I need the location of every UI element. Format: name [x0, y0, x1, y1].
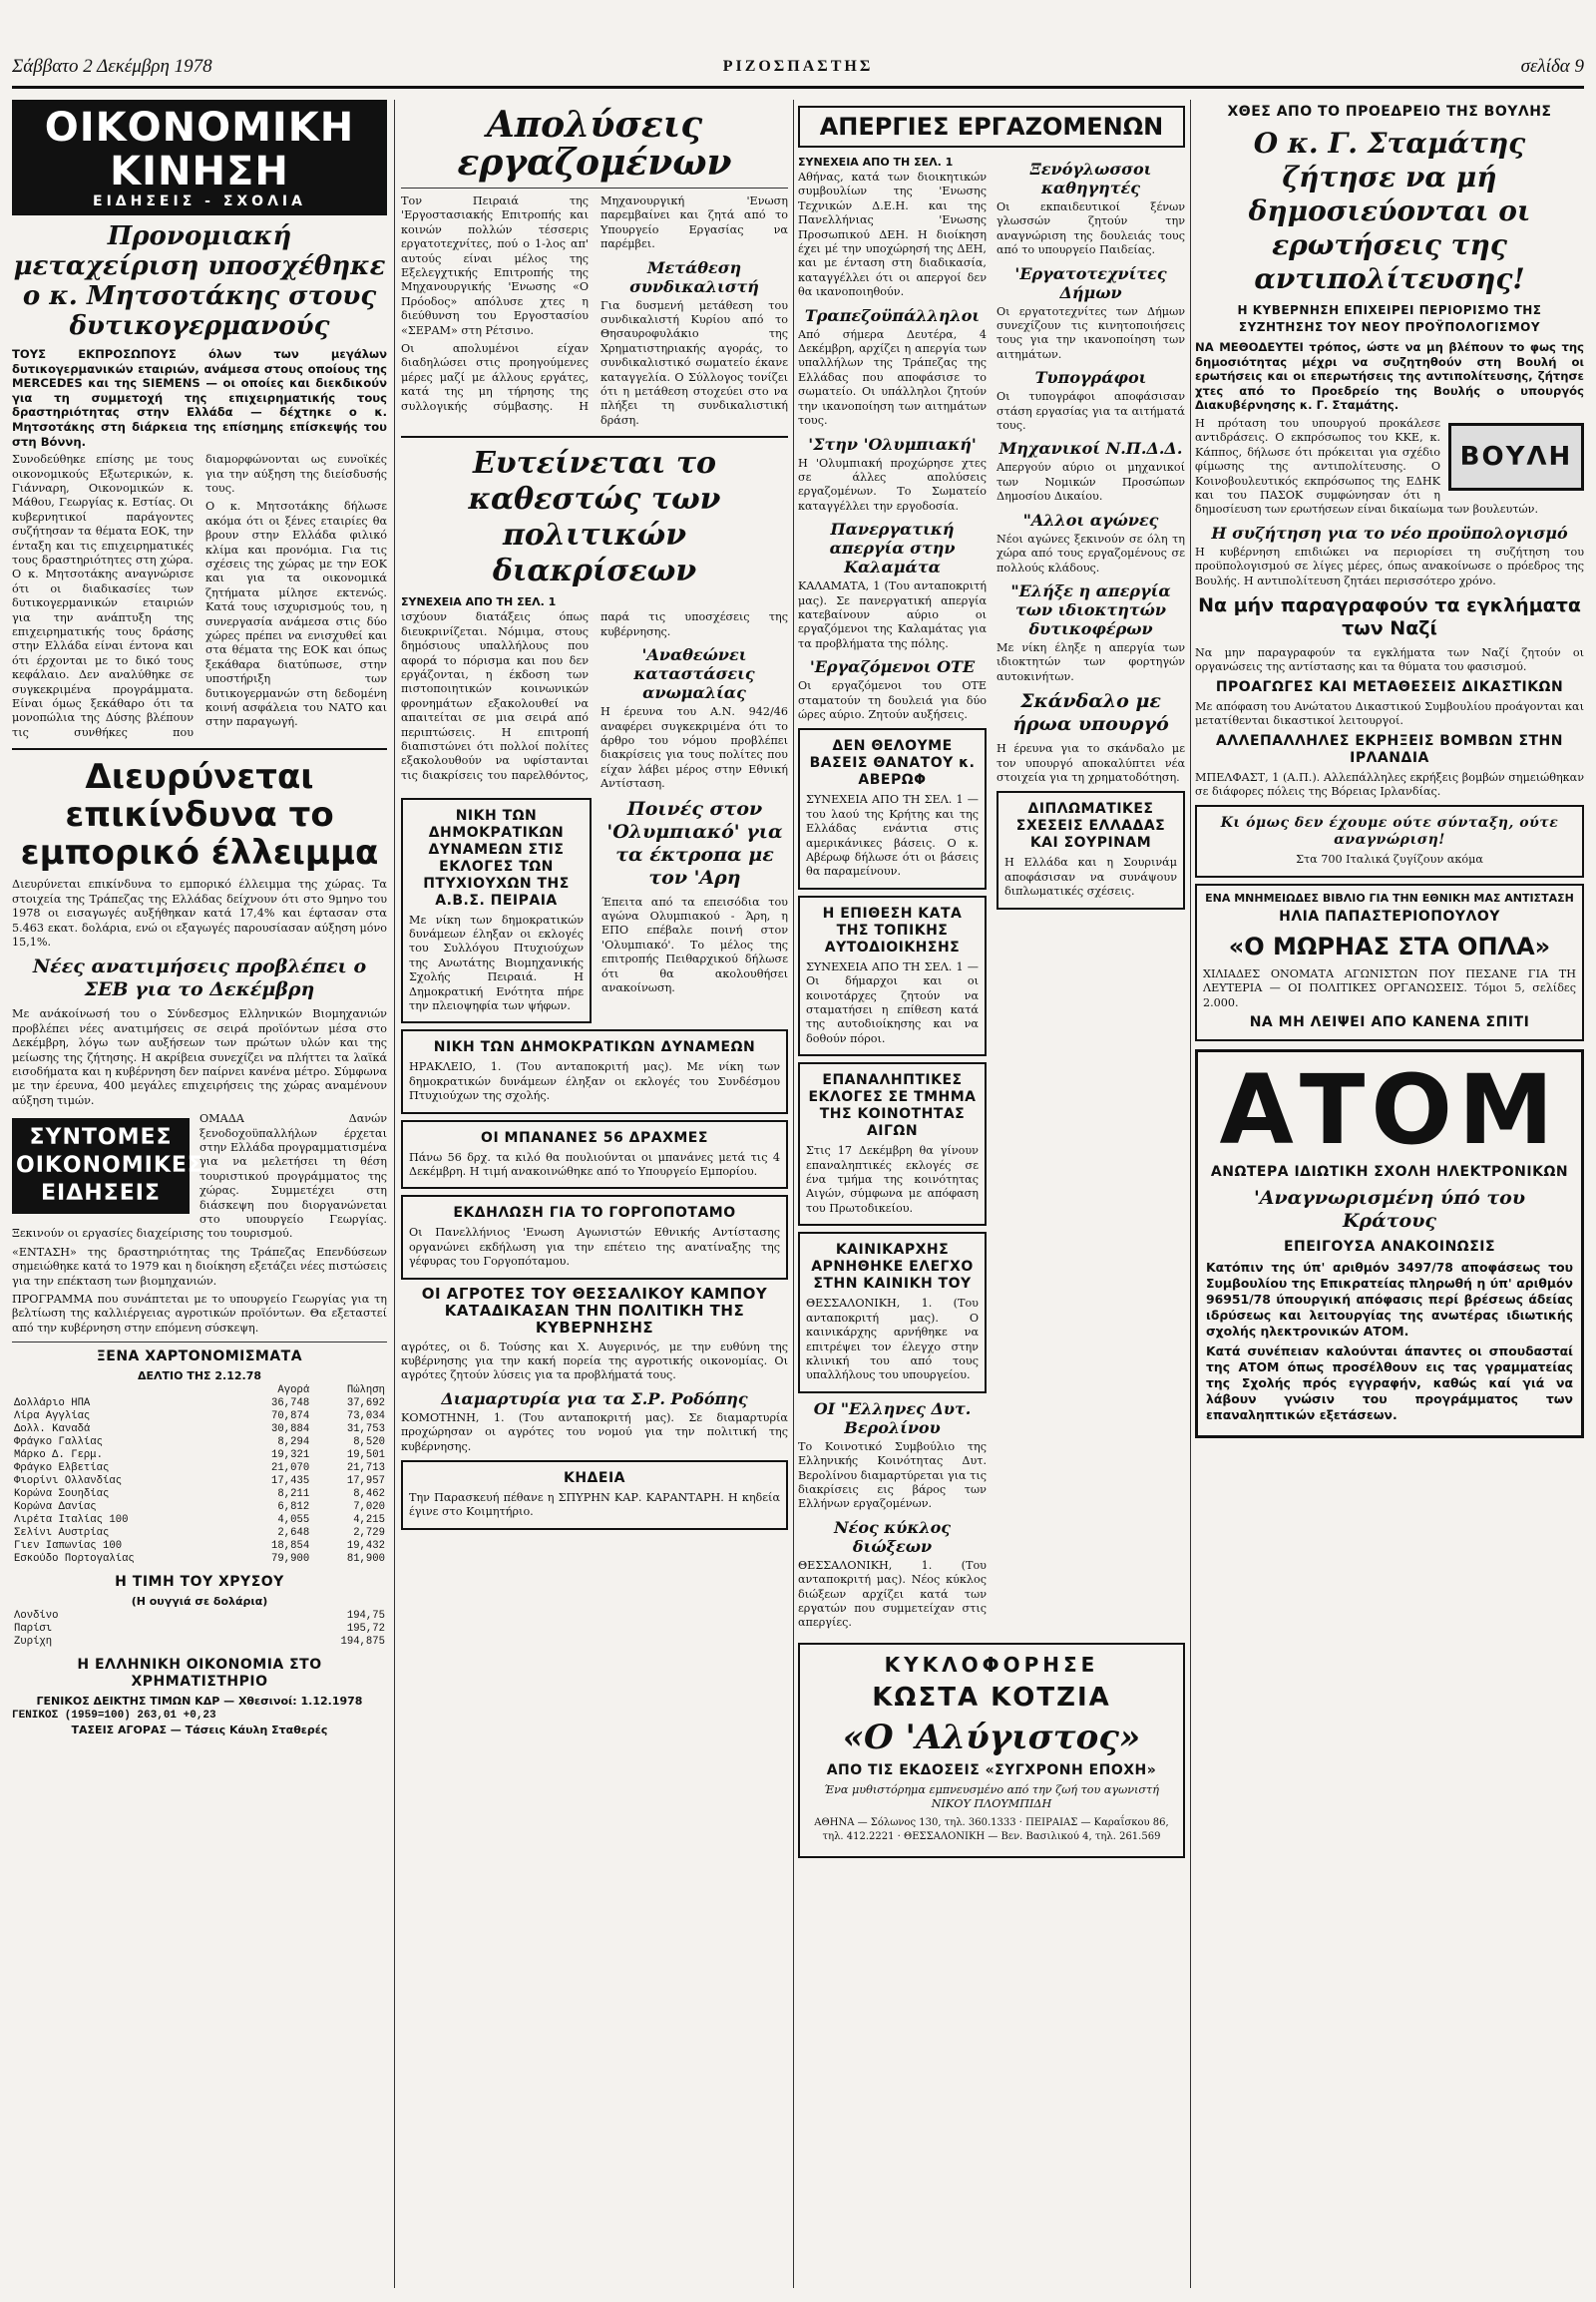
paragraph: Οι εργαζόμενοι του ΟΤΕ σταματούν τη δουλειά για δύο ώρες αύριο. Ζητούν αυξήσεις.	[798, 679, 987, 721]
table-row: Μάρκο Δ. Γερμ. 19,321 19,501	[14, 1449, 385, 1462]
paragraph: ΚΟΜΟΤΗΝΗ, 1. (Του ανταποκριτή μας). Σε διαμαρτυρία προχώρησαν οι αγρότες του νομού για την πολιτική της κυβέρνησης.	[401, 1410, 788, 1453]
paragraph: Νέοι αγώνες ξεκινούν σε όλη τη χώρα από τους εργαζομένους σε πολλούς κλάδους.	[997, 532, 1185, 575]
stock-subtitle: ΓΕΝΙΚΟΣ ΔΕΙΚΤΗΣ ΤΙΜΩΝ ΚΔΡ — Χθεσινοί: 1.12.1978	[36, 1695, 363, 1709]
paragraph: αγρότες, οι δ. Τούσης και Χ. Αυγερινός, με την ευθύνη της κυβέρνησης για την κακή πορεία της αγροτικής οικονομίας. Οι αγρότες ζητούν λύσεις για τα προβλήματά τους.	[401, 1340, 788, 1382]
column-economy	[12, 100, 387, 2288]
box-averof	[798, 728, 987, 889]
box-pension-notice	[1195, 805, 1584, 877]
box-title: ΕΚΔΗΛΩΣΗ ΓΙΑ ΤΟ ΓΟΡΓΟΠΟΤΑΜΟ	[453, 1205, 736, 1222]
rates-date: ΔΕΛΤΙΟ ΤΗΣ 2.12.78	[138, 1369, 261, 1383]
ad-book-koltsia	[798, 1643, 1185, 1859]
ad-author: ΗΛΙΑ ΠΑΠΑΣΤΕΡΙΟΠΟΥΛΟΥ	[1279, 908, 1500, 925]
ad-author: ΚΩΣΤΑ ΚΟΤΖΙΑ	[872, 1682, 1111, 1713]
paragraph: Στα 700 Ιταλικά ζυγίζουν ακόμα	[1296, 853, 1483, 867]
subheading: Τυπογράφοι	[1034, 368, 1147, 388]
paragraph: ΣΥΝΕΧΕΙΑ ΑΠΟ ΤΗ ΣΕΛ. 1 — Οι δήμαρχοι και οι κοινοτάρχες ζητούν να σταματήσει η επίθεση κατά της αυτοδιοίκησης και να δοθούν πόροι.	[806, 959, 979, 1045]
paragraph: ΘΕΣΣΑΛΟΝΙΚΗ, 1. (Του ανταποκριτή μας). Ο καινικάρχης αρνήθηκε να επιτρέψει τον έλεγχο στην κλινική του από τους υπαλλήλους του υπουργείου.	[806, 1297, 979, 1382]
box-piraeus-elections	[401, 798, 592, 1024]
table-row: Δολλάριο ΗΠΑ 36,748 37,692	[14, 1397, 385, 1410]
paragraph: Το Κοινοτικό Συμβούλιο της Ελληνικής Κοινότητας Δυτ. Βερολίνου διαμαρτύρεται για τις διακρίσεις εις βάρος των Ελλήνων εργαζομένων.	[798, 1439, 987, 1511]
box-heraklion	[401, 1029, 788, 1113]
stock-title: Η ΕΛΛΗΝΙΚΗ ΟΙΚΟΝΟΜΙΑ ΣΤΟ ΧΡΗΜΑΤΙΣΤΗΡΙΟ	[77, 1657, 322, 1691]
box-title: ΟΙ ΜΠΑΝΑΝΕΣ 56 ΔΡΑΧΜΕΣ	[481, 1129, 708, 1146]
box-bananas	[401, 1120, 788, 1190]
headline-box-strikes	[798, 106, 1185, 148]
paragraph: ΜΠΕΛΦΑΣΤ, 1 (Α.Π.). Αλλεπάλληλες εκρήξεις βομβών σημειώθηκαν σε διάφορες πόλεις της Βόρειας Ιρλανδίας.	[1195, 770, 1584, 799]
paragraph: Η πρόταση του υπουργού προκάλεσε αντιδράσεις. Ο εκπρόσωπος του ΚΚΕ, κ. Κάππος, δήλωσε ότι πρόκειται για σχέδιο φίμωσης της αντιπολίτευσης. Ο Κοινοβουλευτικός εκπρόσωπος της ΕΔΗΚ και του ΠΑΣΟΚ συμφώνησαν ότι η δημοσίευση των ερωτήσεων είναι δικαίωμα των βουλευτών.	[1195, 416, 1538, 517]
table-row: Ζυρίχη 194,875	[14, 1636, 385, 1649]
section-title: ΣΥΝΤΟΜΕΣ ΟΙΚΟΝΟΜΙΚΕΣ ΕΙΔΗΣΕΙΣ	[16, 1125, 203, 1207]
section-title: ΟΙΚΟΝΟΜΙΚΗ ΚΙΝΗΣΗ	[44, 105, 355, 194]
box-title: ΔΙΠΛΩΜΑΤΙΚΕΣ ΣΧΕΣΕΙΣ ΕΛΛΑΔΑΣ ΚΑΙ ΣΟΥΡΙΝΑΜ	[1015, 801, 1166, 852]
subheading: 'Στην 'Ολυμπιακή'	[808, 434, 977, 454]
article-body	[401, 194, 788, 428]
paragraph: «ΕΝΤΑΣΗ» της δραστηριότητας της Τράπεζας Επενδύσεων σημειώθηκε κατά το 1979 και η διοίκηση εξετάζει νέες πιστώσεις για την επέκταση των βιομηχανιών.	[12, 1245, 387, 1288]
paragraph: Η Ελλάδα και η Σουρινάμ αποφάσισαν να συνάψουν διπλωματικές σχέσεις.	[1004, 856, 1177, 899]
subheading: "Αλλοι αγώνες	[1022, 510, 1159, 530]
table-row: Παρίσι 195,72	[14, 1623, 385, 1636]
paragraph: Να μην παραγραφούν τα εγκλήματα των Ναζί ζητούν οι οργανώσεις της αντίστασης και τα θύματα του φασισμού.	[1195, 646, 1584, 674]
ad-atom-school	[1195, 1049, 1584, 1438]
table-header-row: Αγορά Πώληση	[277, 1384, 385, 1397]
column-labor	[401, 100, 788, 2288]
vouli-logo	[1448, 423, 1584, 491]
paragraph: Με ανάκοίνωσή του ο Σύνδεσμος Ελληνικών Βιομηχανιών προβλέπει νέες ανατιμήσεις σε σειρά προϊόντων μέσα στο Δεκέμβρη, λόγω των αυξήσεων των πρώτων υλών και της μείωσης της ζήτησης. Η ακρίβεια συνεχίζει να πλήττει τα λαϊκά εισοδήματα και η κυβέρνηση δεν παίρνει κανένα μέτρο. Σύμφωνα με την έρευνα, 400 μεγάλες επιχειρήσεις της χώρας αναμένουν αύξηση τιμών.	[12, 1007, 387, 1107]
page-number: σελίδα 9	[1520, 56, 1584, 77]
headline-mitsotakis: Προνομιακή μεταχείριση υποσχέθηκε ο κ. Μητσοτάκης στους δυτικογερμανούς	[13, 221, 386, 341]
column-rule	[1190, 100, 1191, 2288]
ad-kicker: ΕΝΑ ΜΝΗΜΕΙΩΔΕΣ ΒΙΒΛΙΟ ΓΙΑ ΤΗΝ ΕΘΝΙΚΗ ΜΑΣ ΑΝΤΙΣΤΑΣΗ	[1205, 891, 1574, 905]
box-title: ΔΕΝ ΘΕΛΟΥΜΕ ΒΑΣΕΙΣ ΘΑΝΑΤΟΥ κ. ΑΒΕΡΩΦ	[809, 738, 976, 789]
rates-title: ΞΕΝΑ ΧΑΡΤΟΝΟΜΙΣΜΑΤΑ	[96, 1348, 303, 1365]
ad-description: ΧΙΛΙΑΔΕΣ ΟΝΟΜΑΤΑ ΑΓΩΝΙΣΤΩΝ ΠΟΥ ΠΕΣΑΝΕ ΓΙΑ ΤΗ ΛΕΥΤΕΡΙΑ — ΟΙ ΠΟΛΙΤΙΚΕΣ ΟΡΓΑΝΩΣΕΙΣ. Τόμοι 5, σελίδες 2.000.	[1203, 966, 1576, 1009]
paragraph: Στις 17 Δεκέμβρη θα γίνουν επαναληπτικές εκλογές σε ένα τμήμα της κοινότητας Αιγών, σύμφωνα με απόφαση του Πρωτοδικείου.	[806, 1144, 979, 1215]
lead-paragraph: ΝΑ ΜΕΘΟΔΕΥΤΕΙ τρόπος, ώστε να μη βλέπουν το φως της δημοσιότητας μέχρι να συζητηθούν στη Βουλή οι ερωτήσεις και οι επερωτήσεις της αντιπολίτευσης, ζήτησε χτες από το Προεδρείο της Βουλής ο υπουργός Διακυβέρνησης κ. Γ. Σταμάτης.	[1195, 340, 1584, 413]
atom-logo: ΑΤΟΜ	[1219, 1054, 1560, 1167]
column-parliament	[1195, 100, 1584, 2288]
deck-budget: Η ΚΥΒΕΡΝΗΣΗ ΕΠΙΧΕΙΡΕΙ ΠΕΡΙΟΡΙΣΜΟ ΤΗΣ ΣΥΖΗΤΗΣΗΣ ΤΟΥ ΝΕΟΥ ΠΡΟΫΠΟΛΟΓΙΣΜΟΥ	[1237, 303, 1542, 334]
paragraph: Οι εργατοτεχνίτες των Δήμων συνεχίζουν τις κινητοποιήσεις τους για την ικανοποίηση των αιτημάτων.	[997, 304, 1185, 361]
subheading: Μετάθεση συνδικαλιστή	[629, 257, 759, 296]
table-row: Σελίνι Αυστρίας 2,648 2,729	[14, 1527, 385, 1540]
box-title: ΚΑΙΝΙΚΑΡΧΗΣ ΑΡΝΗΘΗΚΕ ΕΛΕΓΧΟ ΣΤΗΝ ΚΑΙΝΙΚΗ ΤΟΥ	[811, 1242, 974, 1293]
atom-subtitle: ΑΝΩΤΕΡΑ ΙΔΙΩΤΙΚΗ ΣΧΟΛΗ ΗΛΕΚΤΡΟΝΙΚΩΝ	[1210, 1164, 1569, 1181]
box-title: Κι όμως δεν έχουμε ούτε σύνταξη, ούτε αναγνώριση!	[1220, 815, 1559, 849]
article-body	[401, 610, 788, 791]
atom-recognition: 'Αναγνωρισμένη ύπό του Κράτους	[1253, 1187, 1526, 1233]
masthead	[12, 56, 1584, 89]
table-row: Κορώνα Δανίας 6,812 7,020	[14, 1501, 385, 1514]
ad-book-moriás	[1195, 884, 1584, 1041]
currency-table	[12, 1384, 387, 1566]
subheading: Ξενόγλωσσοι καθηγητές	[1029, 160, 1152, 197]
headline-sev: Νέες ανατιμήσεις προβλέπει ο ΣΕΒ για το Δεκέμβρη	[32, 956, 367, 1001]
table-row: Εσκούδο Πορτογαλίας 79,900 81,900	[14, 1553, 385, 1566]
subheading: Μηχανικοί Ν.Π.Δ.Δ.	[998, 439, 1183, 459]
box-suriname	[997, 791, 1185, 909]
table-row: Λιρέτα Ιταλίας 100 4,055 4,215	[14, 1514, 385, 1527]
paragraph: ΟΜΑΔΑ Δανών ξενοδοχοϋπαλλήλων έρχεται στην Ελλάδα προγραμματισμένα για να μελετήσει τη θέση τουριστικού προγράμματος της χώρας. Συμμετέχει στη διάσκεψη που διοργανώνεται στο υπουργείο Γεωργίας. Ξεκινούν οι εργασίες διαχείρισης του τουρισμού.	[12, 1112, 387, 1241]
table-row: Γιεν Ιαπωνίας 100 18,854 19,432	[14, 1540, 385, 1553]
paragraph: ΗΡΑΚΛΕΙΟ, 1. (Του ανταποκριτή μας). Με νίκη των δημοκρατικών δυνάμεων έληξαν οι εκλογές του Συνδέσμου Πτυχιούχων της σχολής.	[409, 1060, 780, 1103]
paragraph: Τον Πειραιά της 'Εργοστασιακής Επιτροπής και κοινών πολλών τέσσερις εργατοτεχνίτες, πού ο 1-λος απ' αυτούς είναι μέλος της Εξελεγχτικής Επιτροπής της Μηχανουργικής 'Ενωσης «Ο Πρόοδος» απόλυσε χτες η διεύθυνση του Εργοστασίου «ΣΕΡΑΜ» στη Ρέτσινο.	[401, 194, 589, 337]
section-banner-short-news	[12, 1118, 203, 1214]
section-banner-economy	[12, 100, 387, 215]
headline-scandal: Σκάνδαλο με ήρωα υπουργό	[1012, 690, 1169, 736]
headline-judges: ΠΡΟΑΓΩΓΕΣ ΚΑΙ ΜΕΤΑΘΕΣΕΙΣ ΔΙΚΑΣΤΙΚΩΝ	[1215, 678, 1564, 695]
box-title: ΝΙΚΗ ΤΩΝ ΔΗΜΟΚΡΑΤΙΚΩΝ ΔΥΝΑΜΕΩΝ ΣΤΙΣ ΕΚΛΟΓΕΣ ΤΩΝ ΠΤΥΧΙΟΥΧΩΝ ΤΗΣ Α.Β.Σ. ΠΕΙΡΑΙΑ	[423, 807, 570, 909]
box-title: Η ΕΠΙΘΕΣΗ ΚΑΤΑ ΤΗΣ ΤΟΠΙΚΗΣ ΑΥΤΟΔΙΟΙΚΗΣΗΣ	[822, 905, 963, 956]
subheading: ΟΙ "Ελληνες Δυτ. Βερολίνου	[813, 1398, 972, 1437]
paragraph: Πάνω 56 δρχ. τα κιλό θα πουλιούνται οι μπανάνες μετά τις 4 Δεκέμβρη. Η τιμή ανακοινώθηκε από το Υπουργείο Εμπορίου.	[409, 1150, 780, 1178]
box-title: ΝΙΚΗ ΤΩΝ ΔΗΜΟΚΡΑΤΙΚΩΝ ΔΥΝΑΜΕΩΝ	[433, 1039, 756, 1056]
headline-thessaly-farmers: ΟΙ ΑΓΡΟΤΕΣ ΤΟΥ ΘΕΣΣΑΛΙΚΟΥ ΚΑΜΠΟΥ ΚΑΤΑΔΙΚΑΣΑΝ ΤΗΝ ΠΟΛΙΤΙΚΗ ΤΗΣ ΚΥΒΕΡΝΗΣΗΣ	[421, 1284, 768, 1337]
strikes-layout	[798, 154, 1185, 1635]
paragraph: Διευρύνεται επικίνδυνα το εμπορικό έλλειμμα της χώρας. Τα στοιχεία της Τράπεζας της Ελλάδας δείχνουν ότι στο 9μηνο του 1978 οι εισαγωγές αυξήθηκαν κατά 17,4% και έφτασαν στα 5.463 εκατ. δολάρια, ενώ οι εξαγωγές παρουσίασαν αύξηση μόνο 15,1%.	[12, 878, 387, 949]
ad-tagline: ΝΑ ΜΗ ΛΕΙΨΕΙ ΑΠΟ ΚΑΝΕΝΑ ΣΠΙΤΙ	[1249, 1014, 1530, 1031]
paper-name: ΡΙΖΟΣΠΑΣΤΗΣ	[722, 58, 874, 75]
ad-kicker: ΚΥΚΛΟΦΟΡΗΣΕ	[884, 1652, 1099, 1677]
subheading: 'Εργαζόμενοι ΟΤΕ	[809, 657, 976, 677]
paragraph: Οι εκπαιδευτικοί ξένων γλωσσών ζητούν την αναγνώριση της δουλειάς τους από το υπουργείο Παιδείας.	[997, 200, 1185, 257]
column-rule	[394, 100, 395, 2288]
subheading: Διαμαρτυρία για τα Σ.Ρ. Ροδόπης	[441, 1388, 748, 1408]
lead-paragraph: ΤΟΥΣ ΕΚΠΡΟΣΩΠΟΥΣ όλων των μεγάλων δυτικογερμανικών εταιριών, ανάμεσα στους οποίους της MERCEDES και της SIEMENS — οι οποίες και διεκδικούν για τη συμμετοχή της επιχειρηματικής τους δραστηριότητας στην Ελλάδα — δέχτηκε ο κ. Μητσοτάκης στη διάρκεια της επίσημης επίσκεψής του στη Βόννη.	[12, 347, 387, 449]
paragraph: Η κυβέρνηση επιδιώκει να περιορίσει τη συζήτηση του προϋπολογισμού σε λίγες μέρες, όπως ανακοίνωσε ο πρόεδρος της Βουλής. Η αντιπολίτευση ζητάει περισσότερο χρόνο.	[1195, 545, 1584, 587]
headline-olympiacos: Ποινές στον 'Ολυμπιακό' για τα έκτροπα με τον 'Αρη	[606, 797, 783, 889]
ad-book-title: «Ο ΜΩΡΗΑΣ ΣΤΑ ΟΠΛΑ»	[1228, 932, 1551, 960]
section-subtitle: ΕΙΔΗΣΕΙΣ - ΣΧΟΛΙΑ	[93, 193, 306, 209]
gold-subtitle: (Η ουγγιά σε δολάρια)	[131, 1595, 268, 1609]
ad-description: Ένα μυθιστόρημα εμπνευσμένο από την ζωή του αγωνιστή ΝΙΚΟΥ ΠΛΟΥΜΠΙΔΗ	[824, 1782, 1159, 1811]
paragraph: ΠΡΟΓΡΑΜΜΑ που συνάπτεται με το υπουργείο Γεωργίας για τη βελτίωση της καλλιέργειας αγροτικών προϊόντων. Θα εξεταστεί από την κυβέρνηση στην επόμενη σύσκεψη.	[12, 1293, 387, 1335]
paragraph: Από σήμερα Δευτέρα, 4 Δεκέμβρη, αρχίζει η απεργία των υπαλλήλων της Τράπεζας της Ελλάδας που αποφάσισε το σωματείο. Οι υπάλληλοι ζητούν την ικανοποίηση των αιτημάτων τους.	[798, 327, 987, 428]
box-title: ΚΗΔΕΙΑ	[563, 1470, 625, 1487]
table-row: Κορώνα Σουηδίας 8,211 8,462	[14, 1488, 385, 1501]
headline-ireland-bombs: ΑΛΛΕΠΑΛΛΗΛΕΣ ΕΚΡΗΞΕΙΣ ΒΟΜΒΩΝ ΣΤΗΝ ΙΡΛΑΝΔΙΑ	[1215, 732, 1563, 766]
strikes-right-column	[997, 154, 1185, 1635]
subheading: 'Αναθεώνει καταστάσεις ανωμαλίας	[633, 645, 755, 703]
subheading: Πανεργατική απεργία στην Καλαμάτα	[829, 520, 956, 577]
vouli-label: ΒΟΥΛΗ	[1459, 441, 1573, 472]
headline-nazi-crimes: Να μήν παραγραφούν τα εγκλήματα των Ναζί	[1198, 594, 1581, 640]
box-local-government	[798, 896, 987, 1056]
paragraph: Η 'Ολυμπιακή προχώρησε χτες σε άλλες απολύσεις εργαζομένων. Το Σωματείο καταγγέλλει την εργοδοσία.	[798, 456, 987, 513]
table-row: Φράγκο Γαλλίας 8,294 8,520	[14, 1436, 385, 1449]
paragraph: ΚΑΛΑΜΑΤΑ, 1 (Του ανταποκριτή μας). Σε πανεργατική απεργία κατεβαίνουν αύριο οι εργαζόμενοι της Καλαμάτας για τα προβλήματα της πόλης.	[798, 579, 987, 650]
stock-tendency: ΤΑΣΕΙΣ ΑΓΟΡΑΣ — Τάσεις Κάυλη Σταθερές	[71, 1724, 328, 1737]
paragraph: Κατόπιν της ύπ' αριθμόν 3497/78 αποφάσεως του Συμβουλίου της Επικρατείας πληρωθή η ύπ' αριθμόν 96951/78 ύπουργική απόφασις περί βρέσεως άδείας ιδρύσεως και λειτουργίας της ανωτέρας ιδιωτικής σχολής ηλεκτρονικών ΑΤΟΜ.	[1206, 1260, 1573, 1340]
paragraph: Η έρευνα για το σκάνδαλο με τον υπουργό αποκαλύπτει νέα στοιχεία για τη χρηματοδότηση.	[997, 742, 1185, 784]
paragraph: ισχύουν διατάξεις όπως διευκρινίζεται. Νόμιμα, στους δημόσιους υπαλλήλους που αφορά το πόρισμα και που δεν εργάζονται, η έκδοση των πιστοποιητικών κοινωνικών φρονημάτων εξακολουθεί να απαιτείται σε μια σειρά από περιπτώσεις. Η επιτροπή διαπιστώνει ότι πολλοί πολίτες εξακολουθούν να υφίστανται τις διακρίσεις του παρελθόντος, παρά τις υποσχέσεις της κυβέρνησης.	[401, 610, 788, 782]
dateline: ΣΥΝΕΧΕΙΑ ΑΠΟ ΤΗ ΣΕΛ. 1	[401, 595, 557, 609]
column-rule	[793, 100, 794, 2288]
headline-strikes: ΑΠΕΡΓΙΕΣ ΕΡΓΑΖΟΜΕΝΩΝ	[819, 113, 1164, 141]
subheading: Η συζήτηση για το νέο προϋπολογισμό	[1211, 523, 1568, 543]
headline-stamatis: Ο κ. Γ. Σταμάτης ζήτησε να μή δημοσιεύονται οι ερωτήσεις της αντιπολίτευσης!	[1248, 127, 1531, 295]
paragraph: Συνοδεύθηκε επίσης με τους οικονομικούς Εξωτερικών, κ. Γιάνναρη, Οικονομικών κ. Μάθου, Γεωργίας κ. Εστίας. Οι κυβερνητικοί παράγοντες συζήτησαν τα θέματα ΕΟΚ, την ένταξη και τις επιχειρηματικές τους δραστηριότητες στη χώρα. Ο κ. Μητσοτάκης αναγνώρισε ότι οι διαδικασίες των δυτικογερμανικών εταιριών για την ανάπτυξη της επιχειρηματικής τους δράσης στην Ελλάδα είναι έντονα και ότι έρχονται με το δικό τους κεφάλαιο. Δεν αναλύθηκε σε συγκεκριμένα προγράμματα. Είναι όμως ξεκάθαρο ότι τα μονοπώλια της Δύσης βλέπουν τις συνθήκες που διαμορφώνονται ως ευνοϊκές για την αύξηση της διείσδυσής τους.	[12, 453, 387, 739]
issue-date: Σάββατο 2 Δεκέμβρη 1978	[12, 56, 212, 77]
box-gorgopotamos	[401, 1195, 788, 1279]
subheading: 'Εργατοτεχνίτες Δήμων	[1014, 263, 1167, 302]
paragraph: Έπειτα από τα επεισόδια του αγώνα Ολυμπιακού - Άρη, η ΕΠΟ επέβαλε ποινή στον 'Ολυμπιακό'. Το μέλος της επιτροπής Πειθαρχικού δήλωσε ότι θα ακολουθήσει ανακοίνωση.	[601, 895, 788, 994]
paragraph: Με νίκη των δημοκρατικών δυνάμεων έληξαν οι εκλογές του Συλλόγου Πτυχιούχων της Ανωτάτης Βιομηχανικής Σχολής Πειραιά. Η Δημοκρατική Ενότητα πήρε την πλειοψηφία των ψήφων.	[409, 913, 584, 1012]
gold-title: Η ΤΙΜΗ ΤΟΥ ΧΡΥΣΟΥ	[115, 1574, 284, 1591]
article-body	[12, 453, 387, 740]
ad-addresses: ΑΘΗΝΑ — Σόλωνος 130, τηλ. 360.1333 · ΠΕΙΡΑΙΑΣ — Καραΐσκου 86, τηλ. 412.2221 · ΘΕΣΣΑΛΟΝΙΚΗ — Βεν. Βασιλικού 4, τηλ. 261.569	[814, 1816, 1169, 1842]
paragraph: Για δυσμενή μετάθεση του συνδικαλιστή Κυρίου από το Θησαυροφυλάκιο της Χρηματιστηριακής αγοράς, το συνδικαλιστικό σωματείο έκανε καταγγελία. Ο Σύλλογος τονίζει ότι η μετάθεση στοχεύει στο να πλήξει τη συνδικαλιστική δράση.	[600, 298, 788, 427]
ad-publisher: ΑΠΟ ΤΙΣ ΕΚΔΟΣΕΙΣ «ΣΥΓΧΡΟΝΗ ΕΠΟΧΗ»	[826, 1761, 1157, 1778]
subheading: "Ελήξε η απεργία των ιδιοκτητών δυτικοφέρων	[1010, 580, 1171, 638]
box-aigon-elections	[798, 1062, 987, 1226]
gold-table	[12, 1610, 387, 1649]
paragraph: Απεργούν αύριο οι μηχανικοί των Νομικών Προσώπων Δημοσίου Δικαίου.	[997, 461, 1185, 504]
ad-book-title: «Ο 'Αλύγιστος»	[842, 1717, 1141, 1757]
paragraph: Οι Πανελλήνιος 'Ενωση Αγωνιστών Εθνικής Αντίστασης οργανώνει εκδήλωση για την επέτειο της ανατίναξης της γέφυρας του Γοργοπόταμου.	[409, 1226, 780, 1269]
paragraph: Οι απολυμένοι είχαν διαδηλώσει στις προηγούμενες μέρες μαζί με άλλους εργάτες, κατά της μη τήρησης της συλλογικής σύμβασης. Η Μηχανουργική 'Ενωση παρεμβαίνει και ζητά από το Υπουργείο Εργασίας να παρέμβει.	[401, 194, 788, 413]
subheading: Νέος κύκλος διώξεων	[833, 1517, 952, 1556]
table-row: Φράγκο Ελβετίας 21,070 21,713	[14, 1462, 385, 1475]
paragraph: Η έρευνα του Α.Ν. 942/46 αναφέρει συγκεκριμένα ότι το άρθρο του νόμου προβλέπει διακρίσεις για τους πολίτες που είχαν λάβει μέρος στην Εθνική Αντίσταση.	[600, 705, 788, 791]
box-title: ΕΠΑΝΑΛΗΠΤΙΚΕΣ ΕΚΛΟΓΕΣ ΣΕ ΤΜΗΜΑ ΤΗΣ ΚΟΙΝΟΤΗΤΑΣ ΑΙΓΩΝ	[808, 1072, 977, 1140]
stock-index: ΓΕΝΙΚΟΣ (1959=100) 263,01 +0,23	[12, 1710, 216, 1723]
column-strikes	[798, 100, 1185, 2288]
headline-layoffs: Απολύσεις εργαζομένων	[457, 104, 732, 184]
paragraph: ΣΥΝΕΧΕΙΑ ΑΠΟ ΤΗ ΣΕΛ. 1 — του λαού της Κρήτης και της Ελλάδας ενάντια στις αμερικάνικες βάσεις. Ο κ. Αβέρωφ δήλωσε ότι οι βάσεις θα παραμείνουν.	[806, 793, 979, 879]
subheading: Τραπεζοϋπάλληλοι	[804, 305, 981, 325]
headline-discrimination: Ευτείνεται το καθεστώς των πολιτικών διακρίσεων	[468, 446, 721, 589]
strikes-left-column	[798, 154, 987, 1635]
paragraph: Με νίκη έληξε η απεργία των ιδιοκτητών των φορτηγών αυτοκινήτων.	[997, 640, 1185, 683]
atom-announcement: ΕΠΕΙΓΟΥΣΑ ΑΝΑΚΟΙΝΩΣΙΣ	[1283, 1239, 1496, 1256]
kicker-parliament: ΧΘΕΣ ΑΠΟ ΤΟ ΠΡΟΕΔΡΕΙΟ ΤΗΣ ΒΟΥΛΗΣ	[1227, 104, 1552, 120]
paragraph: Οι τυπογράφοι αποφάσισαν στάση εργασίας για τα αιτήματά τους.	[997, 390, 1185, 433]
paragraph: Ο κ. Μητσοτάκης δήλωσε ακόμα ότι οι ξένες εταιρίες θα βρουν στην Ελλάδα φιλικό κλίμα και προνόμια. Για τις σχέσεις της χώρας με την ΕΟΚ και για τα οικονομικά ζητήματα μίλησε εκτενώς. Κατά τους ισχυρισμούς του, η συνεργασία ανάμεσα στις δύο χώρες πρέπει να ενισχυθεί και στα θέματα της ΕΟΚ και όπως ξεκάθαρα διατύπωσε, στην υποστήριξη των δυτικογερμανών στη δεδομένη κοινή ασφάλεια του ΝΑΤΟ και στην παραγωγή.	[205, 500, 387, 729]
table-row: Λίρα Αγγλίας 70,874 73,034	[14, 1410, 385, 1423]
box-funeral	[401, 1460, 788, 1530]
paragraph: Αθήνας, κατά των διοικητικών συμβουλίων της 'Ενωσης Τεχνικών Δ.Ε.Η. και της Πανελλήνιας 'Ενωσης Προσωπικού ΔΕΗ. Η διοίκηση έχει μέ την υποχώρησή της ΔΕΗ, και με ένταση στη διαδικασία, καταγγέλλει ότι οι απεργοί δεν θα ικανοποιηθούν.	[798, 171, 987, 299]
paragraph: Με απόφαση του Ανώτατου Δικαστικού Συμβουλίου προάγονται και μετατίθενται δικαστικοί λειτουργοί.	[1195, 699, 1584, 728]
headline-trade-deficit: Διευρύνεται επικίνδυνα το εμπορικό έλλειμμα	[20, 757, 379, 874]
paragraph: Την Παρασκευή πέθανε η ΣΠΥΡΗΝ ΚΑΡ. ΚΑΡΑΝΤΑΡΗ. Η κηδεία έγινε στο Κοιμητήριο.	[409, 1491, 780, 1519]
dateline: ΣΥΝΕΧΕΙΑ ΑΠΟ ΤΗ ΣΕΛ. 1	[798, 156, 954, 169]
table-row: Φιορίνι Ολλανδίας 17,435 17,957	[14, 1475, 385, 1488]
table-row: Λονδίνο 194,75	[14, 1610, 385, 1623]
box-clinic	[798, 1232, 987, 1392]
paragraph: ΘΕΣΣΑΛΟΝΙΚΗ, 1. (Του ανταποκριτή μας). Νέος κύκλος διώξεων αρχίζει κατά των εργατών που συμμετείχαν στις απεργίες.	[798, 1558, 987, 1630]
paragraph: Κατά συνέπειαν καλούνται άπαντες οι σπουδασταί της ΑΤΟΜ όπως προσέλθουν εις τας γραμματείας της Σχολής πρός εγγραφήν, καθώς καί γιά να λάβουν γνώσιν του προγράμματος των επαναληπτικών εξετάσεων.	[1206, 1343, 1573, 1423]
table-row: Δολλ. Καναδά 30,884 31,753	[14, 1423, 385, 1436]
